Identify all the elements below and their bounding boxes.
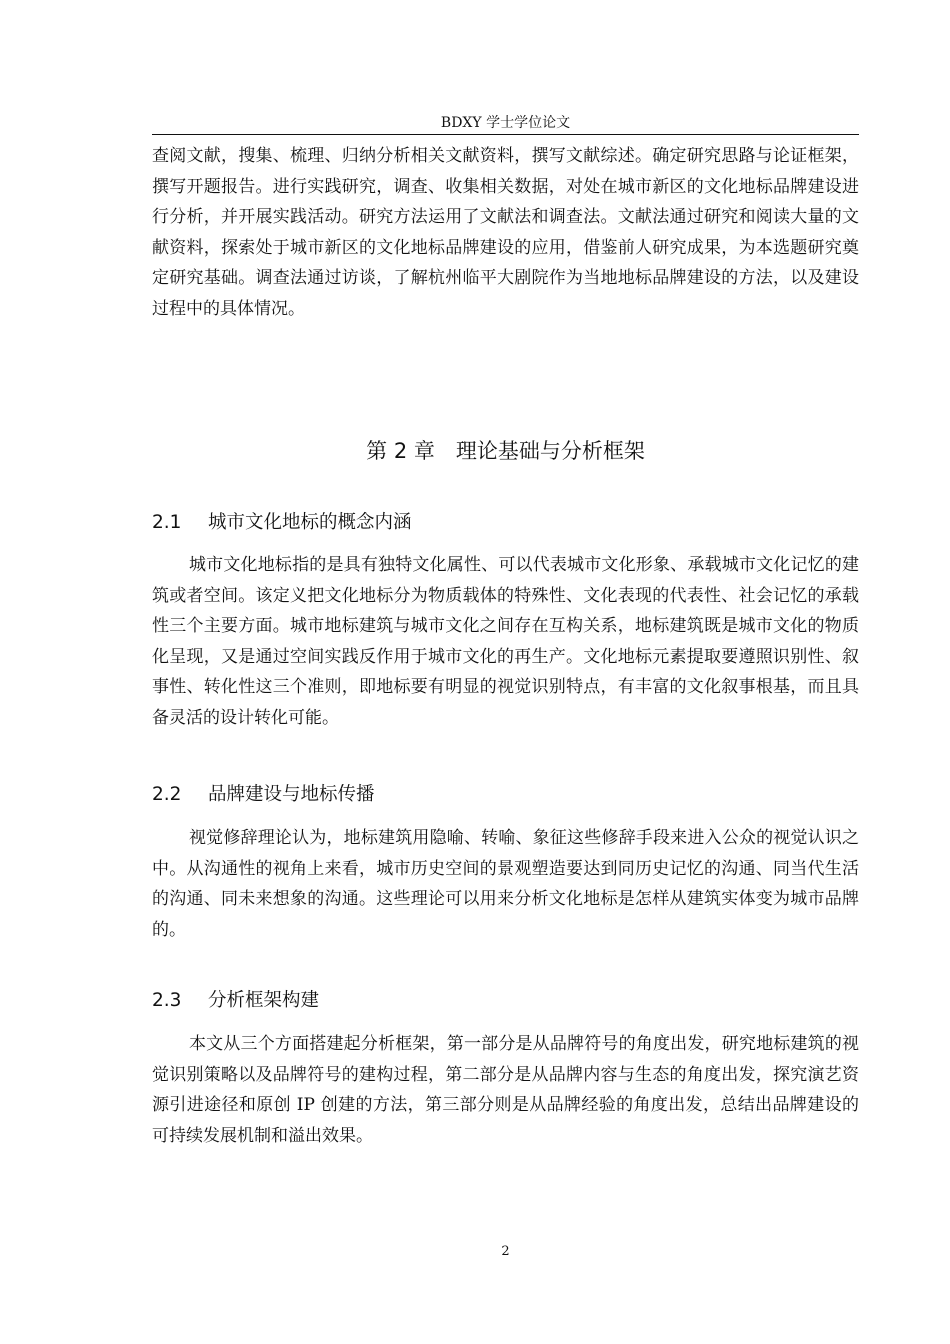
page-number: 2 xyxy=(501,1244,510,1259)
section-2-3-paragraph: 本文从三个方面搭建起分析框架，第一部分是从品牌符号的角度出发，研究地标建筑的视觉识别策略以及品牌符号的建构过程，第二部分是从品牌内容与生态的角度出发，探究演艺资源引进途径和原创 IP 创建的方法，第三部分则是从品牌经验的角度出发，总结出品牌建设的可持续发展机制和溢出效果。 xyxy=(152,1034,859,1146)
section-heading-2-2 xyxy=(152,781,859,809)
section-title: 分析框架构建 xyxy=(208,990,320,1011)
intro-continuation-paragraph: 查阅文献，搜集、梳理、归纳分析相关文献资料，撰写文献综述。确定研究思路与论证框架，撰写开题报告。进行实践研究，调查、收集相关数据，对处在城市新区的文化地标品牌建设进行分析，并开展实践活动。研究方法运用了文献法和调查法。文献法通过研究和阅读大量的文献资料，探索处于城市新区的文化地标品牌建设的应用，借鉴前人研究成果，为本选题研究奠定研究基础。调查法通过访谈，了解杭州临平大剧院作为当地地标品牌建设的方法，以及建设过程中的具体情况。 xyxy=(152,146,859,319)
section-2-1-paragraph: 城市文化地标指的是具有独特文化属性、可以代表城市文化形象、承载城市文化记忆的建筑或者空间。该定义把文化地标分为物质载体的特殊性、文化表现的代表性、社会记忆的承载性三个主要方面。城市地标建筑与城市文化之间存在互构关系，地标建筑既是城市文化的物质化呈现，又是通过空间实践反作用于城市文化的再生产。文化地标元素提取要遵照识别性、叙事性、转化性这三个准则，即地标要有明显的视觉识别特点，有丰富的文化叙事根基，而且具备灵活的设计转化可能。 xyxy=(152,555,859,728)
section-heading-2-1 xyxy=(152,509,859,537)
section-heading-2-3 xyxy=(152,987,859,1015)
running-header: BDXY 学士学位论文 xyxy=(440,115,571,131)
section-title: 品牌建设与地标传播 xyxy=(208,784,375,805)
header-rule xyxy=(152,134,859,135)
section-number: 2.2 xyxy=(152,784,182,805)
section-number: 2.3 xyxy=(152,990,182,1011)
section-number: 2.1 xyxy=(152,512,182,533)
section-title: 城市文化地标的概念内涵 xyxy=(208,512,412,533)
section-2-2-paragraph: 视觉修辞理论认为，地标建筑用隐喻、转喻、象征这些修辞手段来进入公众的视觉认识之中。从沟通性的视角上来看，城市历史空间的景观塑造要达到同历史记忆的沟通、同当代生活的沟通、同未来想象的沟通。这些理论可以用来分析文化地标是怎样从建筑实体变为城市品牌的。 xyxy=(152,828,859,940)
chapter-title: 第 2 章 理论基础与分析框架 xyxy=(366,439,645,463)
